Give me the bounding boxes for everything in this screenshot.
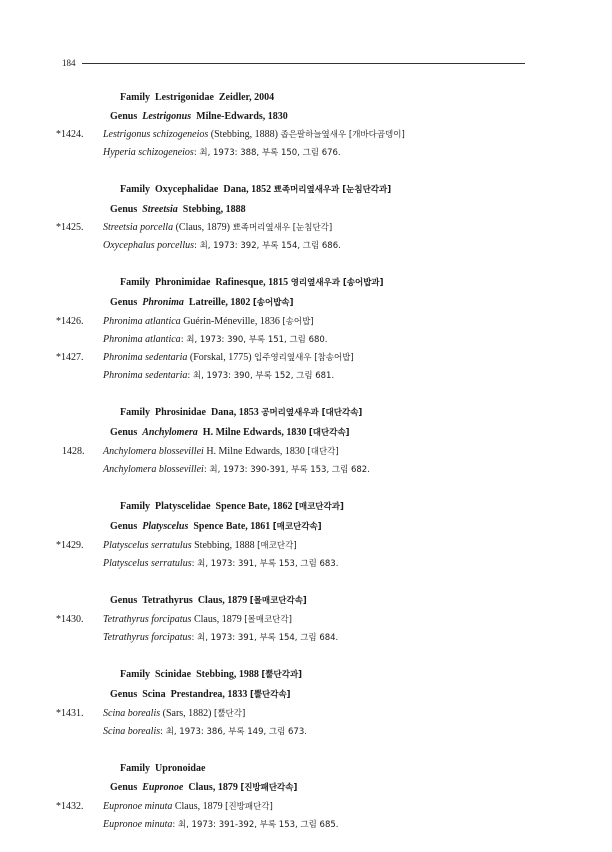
reference-text: : 최, 1973: 391, 부록 154, 그림 684. xyxy=(191,633,339,643)
family-label: Family xyxy=(120,184,150,195)
species-entry xyxy=(0,219,612,237)
korean-name: [몰매코단각] xyxy=(244,615,292,625)
reference-line xyxy=(0,461,612,479)
genus-heading xyxy=(0,423,612,443)
genus-heading xyxy=(0,685,612,705)
family-author: Dana, 1852 xyxy=(223,184,272,195)
species-entry xyxy=(0,798,612,816)
korean-name: 입주영리옆새우 [참송어밥] xyxy=(254,353,354,363)
species-author: (Claus, 1879) xyxy=(175,222,231,233)
entry-number: *1424. xyxy=(56,129,84,140)
genus-name: Platyscelus xyxy=(142,521,189,532)
family-heading xyxy=(0,273,612,293)
reference-species: Tetrathyrus forcipatus xyxy=(103,632,192,643)
entry-number: *1425. xyxy=(56,222,84,233)
genus-korean: [대단각속] xyxy=(308,428,350,438)
genus-korean: [몰매코단각속] xyxy=(249,596,307,606)
reference-line xyxy=(0,816,612,834)
species-entry xyxy=(0,313,612,331)
family-heading xyxy=(0,180,612,200)
family-name: Platyscelidae xyxy=(155,501,211,512)
genus-heading xyxy=(0,778,612,798)
family-korean: 뾰족머리옆새우과 [눈침단각과] xyxy=(273,185,392,195)
reference-text: : 최, 1973: 386, 부록 149, 그림 673. xyxy=(160,727,307,737)
reference-species: Scina borealis xyxy=(103,726,161,737)
genus-name: Phronima xyxy=(142,297,184,308)
entry-number: *1431. xyxy=(56,708,84,719)
family-korean: 공머리옆새우과 [대단각속] xyxy=(261,408,363,418)
family-name: Upronoidae xyxy=(155,763,206,774)
species-name: Scina borealis xyxy=(103,708,161,719)
family-label: Family xyxy=(120,669,150,680)
genus-author: Milne-Edwards, 1830 xyxy=(196,111,288,122)
korean-name: 뾰족머리옆새우 [눈침단각] xyxy=(232,223,333,233)
species-name: Phronima atlantica xyxy=(103,316,181,327)
species-author: Guérin-Méneville, 1836 xyxy=(183,316,280,327)
family-heading xyxy=(0,665,612,685)
species-name: Eupronoe minuta xyxy=(103,801,173,812)
taxon-section-tetrathyrus xyxy=(0,591,612,647)
reference-text: : 최, 1973: 392, 부록 154, 그림 686. xyxy=(194,241,341,251)
genus-korean: [진방패단각속] xyxy=(240,783,298,793)
genus-name: Streetsia xyxy=(142,204,178,215)
genus-label: Genus xyxy=(110,427,138,438)
korean-name: 좁은팔하늘옆새우 [개바다곱뎅이] xyxy=(280,130,405,140)
genus-label: Genus xyxy=(110,521,138,532)
family-author: Zeidler, 2004 xyxy=(218,92,275,103)
taxonomy-list xyxy=(0,88,612,852)
genus-author: Latreille, 1802 xyxy=(188,297,251,308)
reference-line xyxy=(0,629,612,647)
reference-line xyxy=(0,144,612,162)
genus-heading xyxy=(0,517,612,537)
genus-heading xyxy=(0,591,612,611)
family-label: Family xyxy=(120,407,150,418)
genus-author: Claus, 1879 xyxy=(197,595,248,606)
family-heading xyxy=(0,88,612,107)
taxon-section-phronimidae xyxy=(0,273,612,385)
reference-species: Anchylomera blossevillei xyxy=(103,464,204,475)
genus-name: Tetrathyrus xyxy=(142,595,193,606)
reference-text: : 최, 1973: 391-392, 부록 153, 그림 685. xyxy=(172,820,339,830)
species-entry xyxy=(0,537,612,555)
page-number: 184 xyxy=(62,58,76,68)
species-entry xyxy=(0,611,612,629)
reference-line xyxy=(0,723,612,741)
species-name: Platyscelus serratulus xyxy=(103,540,192,551)
family-korean: 영리옆새우과 [송어밥과] xyxy=(290,278,384,288)
genus-label: Genus xyxy=(110,782,138,793)
family-label: Family xyxy=(120,763,150,774)
genus-label: Genus xyxy=(110,689,138,700)
family-author: Stebbing, 1988 xyxy=(196,669,259,680)
family-name: Lestrigonidae xyxy=(155,92,214,103)
entry-number: *1429. xyxy=(56,540,84,551)
reference-line xyxy=(0,555,612,573)
species-author: Claus, 1879 xyxy=(193,614,242,625)
reference-species: Oxycephalus porcellus xyxy=(103,240,194,251)
species-entry xyxy=(0,443,612,461)
family-author: Spence Bate, 1862 xyxy=(215,501,293,512)
taxon-section-scinidae xyxy=(0,665,612,741)
species-entry xyxy=(0,349,612,367)
genus-author: Stebbing, 1888 xyxy=(182,204,246,215)
reference-line xyxy=(0,367,612,385)
family-label: Family xyxy=(120,501,150,512)
species-name: Phronima sedentaria xyxy=(103,352,188,363)
taxon-section-phrosinidae xyxy=(0,403,612,479)
family-author: Rafinesque, 1815 xyxy=(215,277,289,288)
reference-species: Phronima atlantica xyxy=(103,334,181,345)
reference-line xyxy=(0,237,612,255)
reference-species: Phronima sedentaria xyxy=(103,370,188,381)
species-name: Lestrigonus schizogeneios xyxy=(103,129,209,140)
taxon-section-oxycephalidae xyxy=(0,180,612,255)
taxon-section-platyscelidae xyxy=(0,497,612,573)
genus-name: Scina xyxy=(142,689,166,700)
korean-name: [뿔단각] xyxy=(214,709,246,719)
species-entry xyxy=(0,126,612,144)
species-author: H. Milne Edwards, 1830 xyxy=(206,446,305,457)
reference-text: : 최, 1973: 390, 부록 151, 그림 680. xyxy=(180,335,328,345)
genus-label: Genus xyxy=(110,595,138,606)
korean-name: [매코단각] xyxy=(257,541,297,551)
family-name: Scinidae xyxy=(155,669,192,680)
family-heading xyxy=(0,759,612,778)
genus-heading xyxy=(0,107,612,126)
genus-heading xyxy=(0,293,612,313)
reference-line xyxy=(0,331,612,349)
korean-name: [송어밥] xyxy=(282,317,314,327)
header-rule xyxy=(82,63,525,64)
family-heading xyxy=(0,497,612,517)
species-entry xyxy=(0,705,612,723)
reference-species: Hyperia schizogeneios xyxy=(103,147,194,158)
genus-name: Lestrigonus xyxy=(142,111,192,122)
reference-text: : 최, 1973: 388, 부록 150, 그림 676. xyxy=(193,148,341,158)
genus-label: Genus xyxy=(110,297,138,308)
genus-author: Claus, 1879 xyxy=(188,782,238,793)
entry-number: 1428. xyxy=(62,446,85,457)
reference-text: : 최, 1973: 390-391, 부록 153, 그림 682. xyxy=(203,465,370,475)
family-korean: [매코단각과] xyxy=(295,502,344,512)
family-name: Oxycephalidae xyxy=(155,184,219,195)
reference-text: : 최, 1973: 391, 부록 153, 그림 683. xyxy=(191,559,339,569)
family-name: Phrosinidae xyxy=(155,407,206,418)
genus-author: H. Milne Edwards, 1830 xyxy=(202,427,307,438)
species-author: (Stebbing, 1888) xyxy=(210,129,278,140)
species-name: Streetsia porcella xyxy=(103,222,174,233)
genus-korean: [매코단각속] xyxy=(272,522,322,532)
genus-author: Spence Bate, 1861 xyxy=(193,521,271,532)
entry-number: *1426. xyxy=(56,316,84,327)
taxon-section-lestrigonidae xyxy=(0,88,612,162)
genus-heading xyxy=(0,200,612,219)
entry-number: *1427. xyxy=(56,352,84,363)
species-author: (Sars, 1882) xyxy=(162,708,212,719)
family-author: Dana, 1853 xyxy=(210,407,259,418)
family-name: Phronimidae xyxy=(155,277,211,288)
family-heading xyxy=(0,403,612,423)
genus-name: Anchylomera xyxy=(142,427,198,438)
taxon-section-upronoidae xyxy=(0,759,612,834)
genus-author: Prestandrea, 1833 xyxy=(170,689,248,700)
entry-number: *1430. xyxy=(56,614,84,625)
genus-korean: [뿔단각속] xyxy=(249,690,291,700)
family-label: Family xyxy=(120,92,150,103)
species-author: (Forskal, 1775) xyxy=(189,352,252,363)
species-author: Stebbing, 1888 xyxy=(194,540,255,551)
genus-name: Eupronoe xyxy=(142,782,184,793)
species-name: Tetrathyrus forcipatus xyxy=(103,614,192,625)
family-label: Family xyxy=(120,277,150,288)
reference-species: Platyscelus serratulus xyxy=(103,558,192,569)
family-korean: [뿔단각과] xyxy=(261,670,303,680)
genus-label: Genus xyxy=(110,111,138,122)
species-author: Claus, 1879 xyxy=(174,801,223,812)
reference-text: : 최, 1973: 390, 부록 152, 그림 681. xyxy=(187,371,335,381)
korean-name: [진방패단각] xyxy=(225,802,273,812)
reference-species: Eupronoe minuta xyxy=(103,819,173,830)
genus-label: Genus xyxy=(110,204,138,215)
entry-number: *1432. xyxy=(56,801,84,812)
korean-name: [대단각] xyxy=(307,447,339,457)
species-name: Anchylomera blossevillei xyxy=(103,446,204,457)
genus-korean: [송어밥속] xyxy=(252,298,294,308)
